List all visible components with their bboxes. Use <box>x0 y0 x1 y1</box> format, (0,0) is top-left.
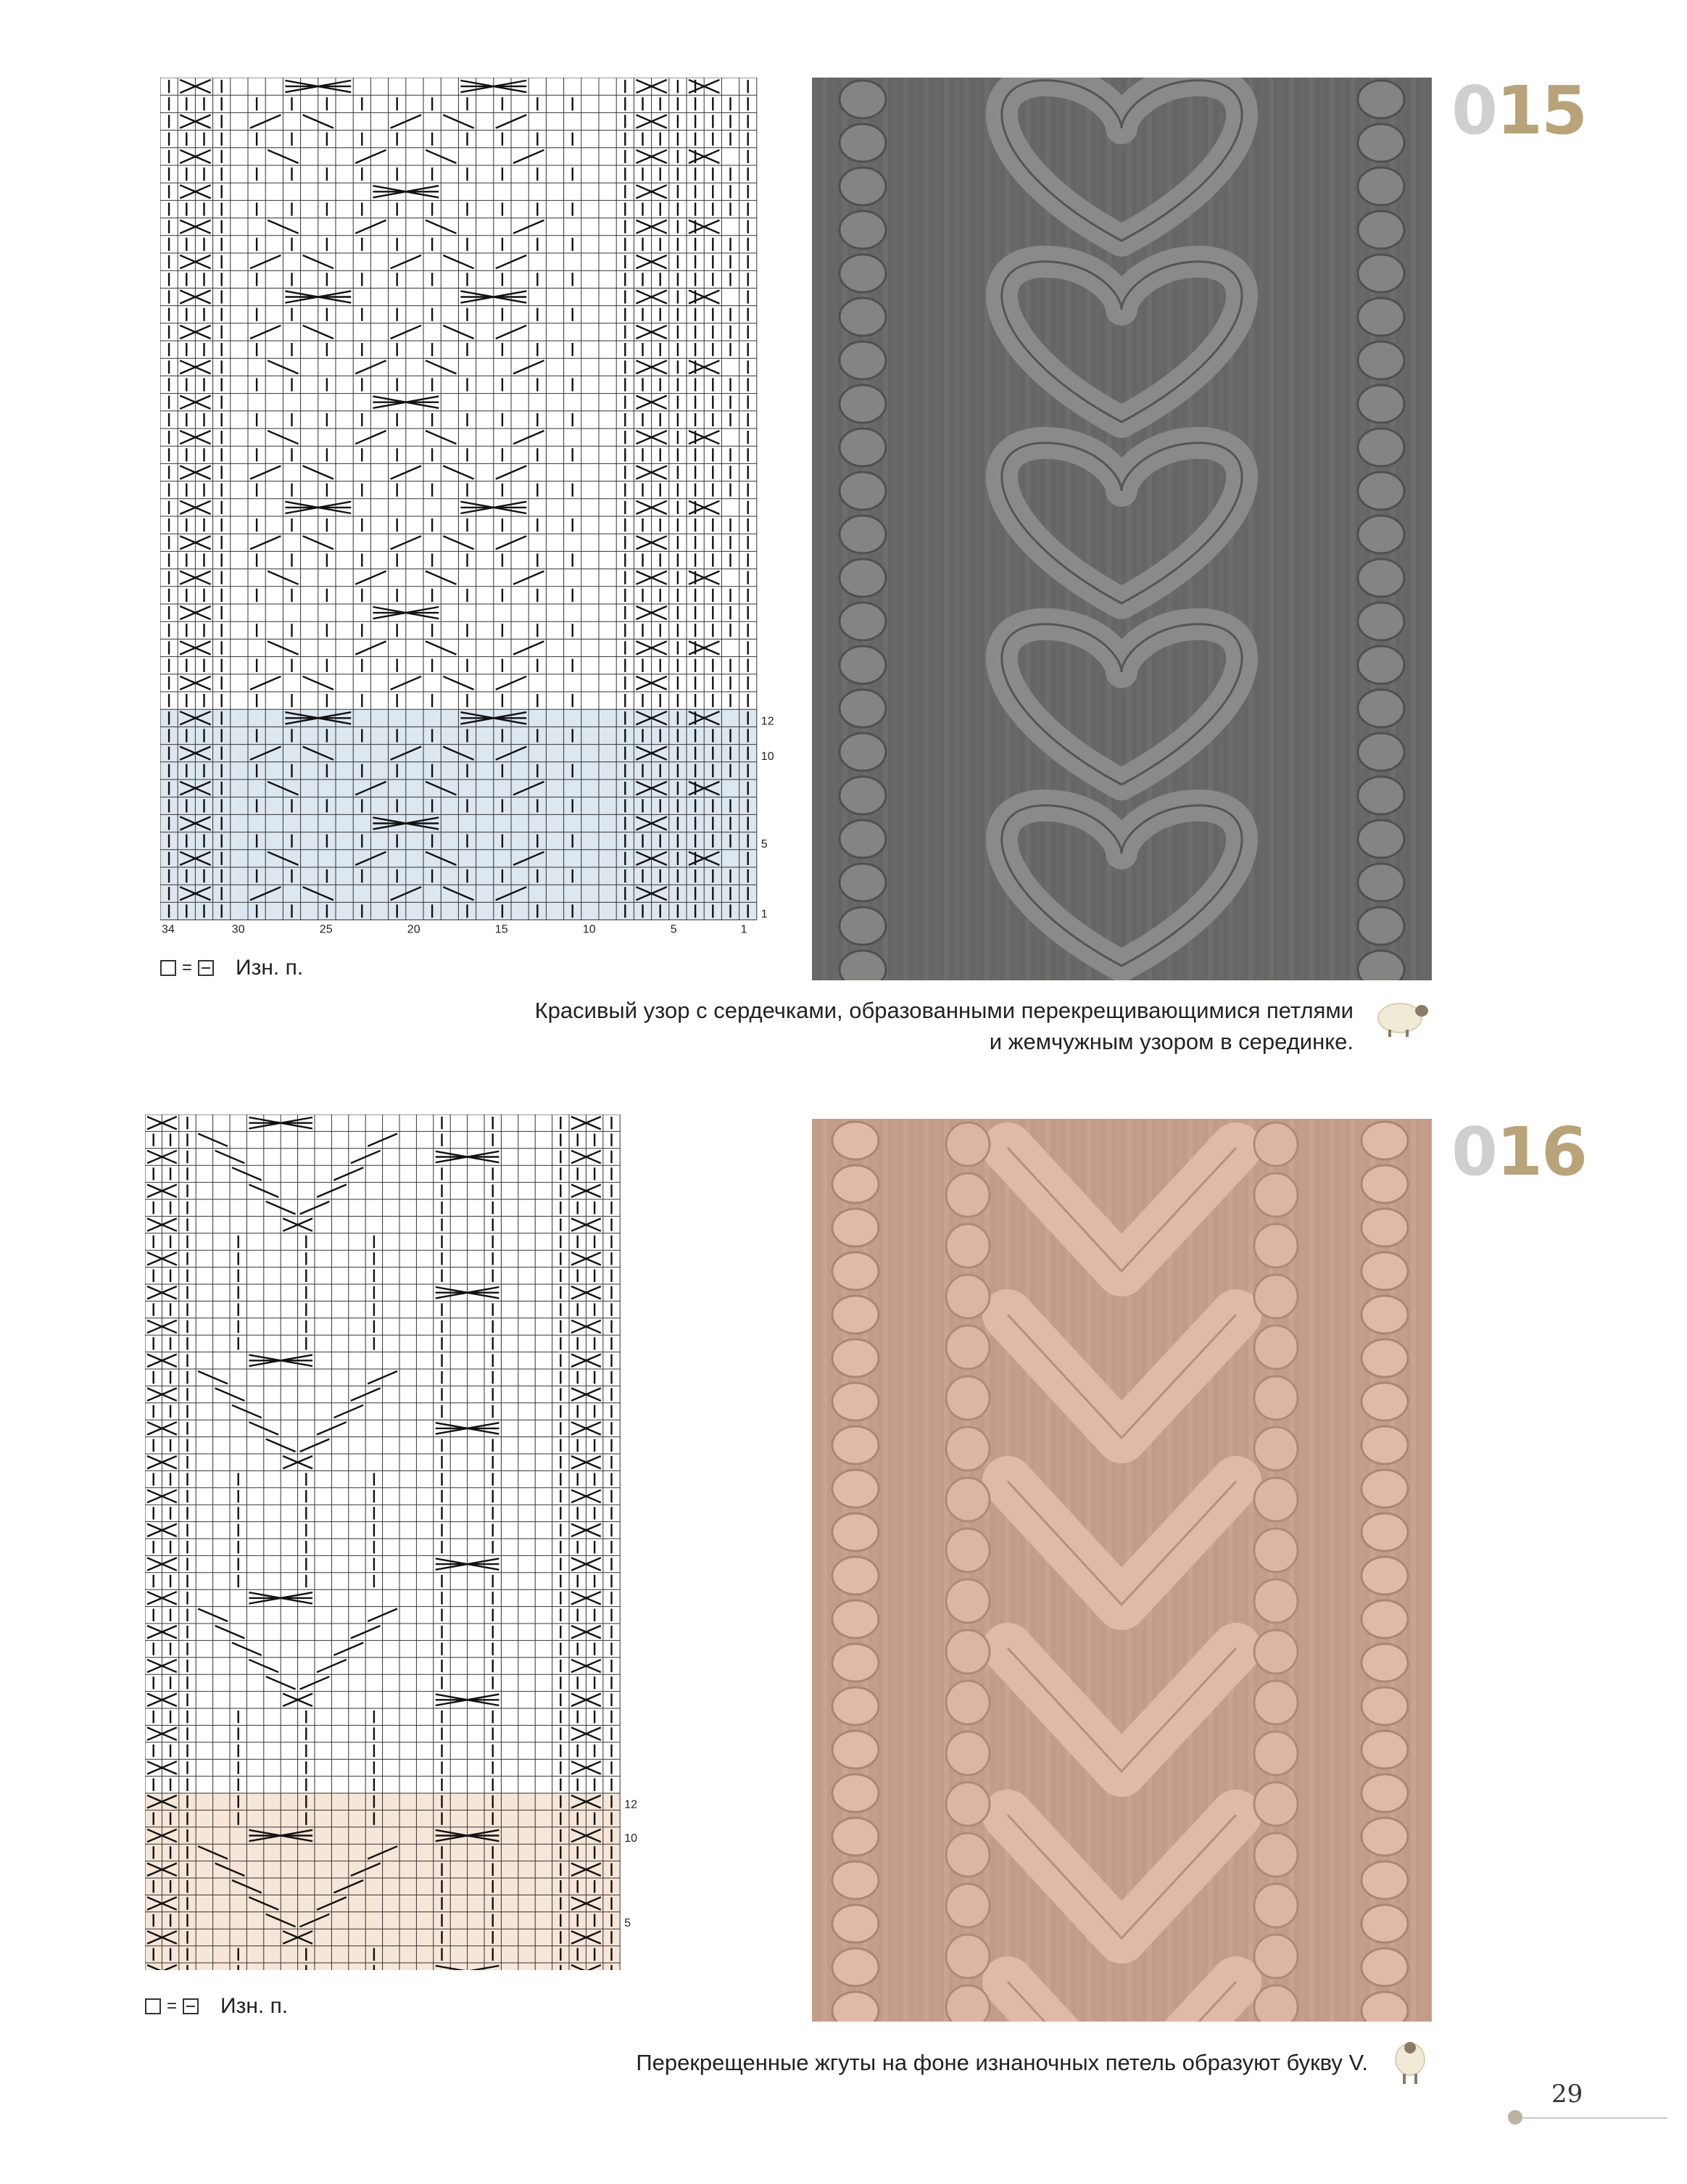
side-cable-twist <box>1358 124 1404 162</box>
inner-cable-twist <box>946 1173 990 1217</box>
side-cable-twist <box>1358 167 1404 205</box>
legend-label: Изн. п. <box>220 1994 289 2018</box>
side-cable-twist <box>832 1383 879 1420</box>
side-cable-twist <box>1361 1905 1408 1943</box>
side-cable-twist <box>1358 907 1404 945</box>
side-cable-twist <box>832 1774 879 1812</box>
side-cable-twist <box>1358 298 1404 336</box>
column-number: 34 <box>162 923 175 936</box>
inner-cable-twist <box>1254 1275 1298 1318</box>
inner-cable-twist <box>946 1630 990 1674</box>
side-cable-twist <box>832 1557 879 1594</box>
knit-stripe <box>1015 1119 1020 2022</box>
caption-line: Перекрещенные жгуты на фоне изнаночных петель образуют букву V. <box>636 2050 1368 2075</box>
knit-stripe <box>1319 78 1325 980</box>
side-cable-twist <box>1358 80 1404 118</box>
side-cable-twist <box>840 516 886 553</box>
side-cable-twist <box>1358 864 1404 901</box>
row-number: 12 <box>624 1798 637 1811</box>
row-number: 5 <box>624 1917 631 1930</box>
side-cable-twist <box>1361 1513 1408 1551</box>
knit-stripe <box>934 78 939 980</box>
side-cable-twist <box>840 298 886 336</box>
inner-cable-twist <box>1254 1478 1298 1521</box>
knit-stripe <box>1330 78 1335 980</box>
side-cable-twist <box>1361 1209 1408 1246</box>
knit-stripe <box>964 78 969 980</box>
side-cable-twist <box>840 80 886 118</box>
knit-stripe <box>893 78 898 980</box>
knit-stripe <box>944 78 949 980</box>
side-cable-twist <box>1358 820 1404 858</box>
knit-stripe <box>893 1119 898 2022</box>
knit-stripe <box>1045 78 1050 980</box>
side-cable-twist <box>840 342 886 379</box>
side-cable-twist <box>832 1470 879 1507</box>
inner-cable-twist <box>1254 1681 1298 1724</box>
knit-stripe <box>1005 1119 1010 2022</box>
yarn-ball-icon <box>1506 2109 1524 2130</box>
side-cable-twist <box>1361 1339 1408 1377</box>
purl-stitch-symbol <box>198 960 214 976</box>
knit-stripe <box>1025 1119 1030 2022</box>
legend-016 <box>145 1994 288 2019</box>
inner-cable-twist <box>1254 1833 1298 1877</box>
knit-stripe <box>1340 78 1345 980</box>
inner-cable-twist <box>1254 1122 1298 1166</box>
knit-stitch-symbol <box>160 960 176 976</box>
side-cable-twist <box>1358 342 1404 379</box>
side-cable-twist <box>840 777 886 814</box>
row-number: 1 <box>760 908 768 921</box>
caption-015 <box>535 995 1354 1057</box>
inner-cable-twist <box>946 1579 990 1623</box>
inner-cable-twist <box>1254 1173 1298 1217</box>
side-cable-twist <box>1361 1557 1408 1594</box>
knit-stripe <box>1279 78 1284 980</box>
side-cable-twist <box>832 1209 879 1246</box>
side-cable-twist <box>840 385 886 423</box>
side-cable-twist <box>1361 1426 1408 1464</box>
side-cable-twist <box>840 255 886 292</box>
pattern-number-lead: 0 <box>1451 72 1497 149</box>
knit-stripe <box>903 78 908 980</box>
knit-stripe <box>1238 1119 1243 2022</box>
chart-015 <box>160 78 784 948</box>
pattern-number-015 <box>1451 72 1587 149</box>
side-cable-twist <box>1361 1122 1408 1159</box>
knit-stripe <box>1350 78 1355 980</box>
side-cable-twist <box>1358 690 1404 727</box>
knit-stripe <box>1309 78 1314 980</box>
knit-stripe <box>1248 1119 1253 2022</box>
side-cable-twist <box>832 1731 879 1769</box>
side-cable-twist <box>1358 255 1404 292</box>
knit-stripe <box>1411 78 1416 980</box>
side-cable-twist <box>832 1165 879 1203</box>
inner-cable-twist <box>946 1427 990 1471</box>
chart-016 <box>145 1114 768 1970</box>
knit-stripe <box>924 1119 929 2022</box>
side-cable-twist <box>840 211 886 249</box>
column-number: 30 <box>231 923 245 936</box>
knit-stripe <box>1218 1119 1223 2022</box>
side-cable-twist <box>1361 1383 1408 1420</box>
knit-stripe <box>812 78 817 980</box>
side-cable-twist <box>1361 1774 1408 1812</box>
side-cable-twist <box>1361 1644 1408 1682</box>
knit-stripe <box>1350 1119 1355 2022</box>
side-cable-twist <box>1361 1948 1408 1986</box>
inner-cable-twist <box>946 1985 990 2022</box>
inner-cable-twist <box>946 1782 990 1826</box>
side-cable-twist <box>1361 1687 1408 1725</box>
side-cable-twist <box>832 1122 879 1159</box>
side-cable-twist <box>840 167 886 205</box>
sheep-icon <box>1392 2038 1428 2092</box>
side-cable-twist <box>1361 1470 1408 1507</box>
side-cable-twist <box>1361 1296 1408 1333</box>
side-cable-twist <box>832 1252 879 1290</box>
side-cable-twist <box>840 820 886 858</box>
knit-stripe <box>1421 1119 1426 2022</box>
side-cable-twist <box>1358 603 1404 640</box>
knit-stripe <box>822 1119 827 2022</box>
sheep-icon <box>1374 995 1432 1042</box>
knit-stripe <box>1421 78 1426 980</box>
pattern-number-tail: 15 <box>1496 72 1587 149</box>
side-cable-twist <box>840 907 886 945</box>
side-cable-twist <box>1358 559 1404 597</box>
side-cable-twist <box>832 1600 879 1638</box>
knit-stripe <box>1228 1119 1233 2022</box>
caption-line: Красивый узор с сердечками, образованными перекрещивающимися петлями <box>534 998 1354 1023</box>
side-cable-twist <box>1358 646 1404 684</box>
side-cable-twist <box>832 1948 879 1986</box>
inner-cable-twist <box>946 1376 990 1420</box>
pattern-number-tail: 16 <box>1496 1113 1587 1191</box>
inner-cable-twist <box>1254 1630 1298 1674</box>
side-cable-twist <box>832 1339 879 1377</box>
legend-label: Изн. п. <box>236 956 304 980</box>
knit-stripe <box>812 1119 817 2022</box>
inner-cable-twist <box>1254 1376 1298 1420</box>
inner-cable-twist <box>946 1325 990 1369</box>
column-number: 25 <box>319 923 333 936</box>
side-cable-twist <box>840 603 886 640</box>
side-cable-twist <box>1361 1252 1408 1290</box>
side-cable-twist <box>840 951 886 980</box>
legend-equals: = <box>167 1996 178 2016</box>
side-cable-twist <box>1358 777 1404 814</box>
inner-cable-twist <box>946 1275 990 1318</box>
side-cable-twist <box>1361 1992 1408 2022</box>
side-cable-twist <box>1358 385 1404 423</box>
inner-cable-twist <box>946 1529 990 1572</box>
side-cable-twist <box>1361 1600 1408 1638</box>
knit-stripe <box>913 1119 919 2022</box>
knit-stripe <box>1259 78 1264 980</box>
inner-cable-twist <box>946 1478 990 1521</box>
knit-stripe <box>1208 1119 1213 2022</box>
knit-stripe <box>995 1119 1000 2022</box>
knit-stripe <box>1431 1119 1432 2022</box>
knit-stripe <box>934 1119 939 2022</box>
knit-stripe <box>1340 1119 1345 2022</box>
inner-cable-twist <box>1254 1224 1298 1267</box>
knit-stripe <box>924 78 929 980</box>
caption-016 <box>636 2047 1368 2078</box>
inner-cable-twist <box>1254 1782 1298 1826</box>
side-cable-twist <box>1361 1861 1408 1899</box>
knit-stripe <box>954 78 959 980</box>
side-cable-twist <box>1358 429 1404 466</box>
knit-stripe <box>1289 78 1294 980</box>
knit-stripe <box>1309 1119 1314 2022</box>
knit-stripe <box>883 1119 888 2022</box>
knit-stripe <box>903 1119 908 2022</box>
legend-015 <box>160 956 303 980</box>
inner-cable-twist <box>1254 1732 1298 1775</box>
knit-stripe <box>1411 1119 1416 2022</box>
column-number: 15 <box>494 923 508 936</box>
knit-stripe <box>974 78 979 980</box>
inner-cable-twist <box>1254 1529 1298 1572</box>
side-cable-twist <box>1361 1818 1408 1856</box>
photo-015-knit-sample <box>812 78 1432 980</box>
side-cable-twist <box>840 429 886 466</box>
knit-stripe <box>913 78 919 980</box>
inner-cable-twist <box>946 1884 990 1927</box>
inner-cable-twist <box>1254 1935 1298 1978</box>
caption-line: и жемчужным узором в серединке. <box>989 1029 1354 1054</box>
knit-stripe <box>1299 78 1304 980</box>
column-number: 20 <box>407 923 420 936</box>
side-cable-twist <box>1358 516 1404 553</box>
side-cable-twist <box>832 1426 879 1464</box>
page-number: 29 <box>1551 2080 1583 2109</box>
column-number: 1 <box>740 923 747 936</box>
inner-cable-twist <box>946 1732 990 1775</box>
knit-stripe <box>1330 1119 1335 2022</box>
side-cable-twist <box>832 1861 879 1899</box>
inner-cable-twist <box>1254 1427 1298 1471</box>
inner-cable-twist <box>1254 1579 1298 1623</box>
side-cable-twist <box>840 733 886 771</box>
knit-stripe <box>1269 78 1274 980</box>
knit-stripe <box>1299 1119 1304 2022</box>
side-cable-twist <box>832 1818 879 1856</box>
side-cable-twist <box>1361 1165 1408 1203</box>
side-cable-twist <box>1358 733 1404 771</box>
side-cable-twist <box>1358 211 1404 249</box>
side-cable-twist <box>832 1992 879 2022</box>
inner-cable-twist <box>946 1122 990 1166</box>
inner-cable-twist <box>946 1224 990 1267</box>
inner-cable-twist <box>1254 1884 1298 1927</box>
inner-cable-twist <box>1254 1985 1298 2022</box>
knit-stripe <box>1319 1119 1325 2022</box>
side-cable-twist <box>840 559 886 597</box>
knit-stripe <box>822 78 827 980</box>
knit-stripe <box>1431 78 1432 980</box>
inner-cable-twist <box>946 1681 990 1724</box>
row-number: 10 <box>760 750 774 763</box>
side-cable-twist <box>832 1687 879 1725</box>
side-cable-twist <box>1361 1731 1408 1769</box>
legend-equals: = <box>182 958 193 977</box>
side-cable-twist <box>840 124 886 162</box>
side-cable-twist <box>832 1644 879 1682</box>
row-number: 10 <box>624 1832 637 1845</box>
purl-stitch-symbol <box>183 1998 199 2014</box>
row-number: 12 <box>760 715 774 728</box>
inner-cable-twist <box>946 1833 990 1877</box>
side-cable-twist <box>832 1905 879 1943</box>
photo-016-knit-sample <box>812 1119 1432 2022</box>
side-cable-twist <box>1358 472 1404 510</box>
inner-cable-twist <box>1254 1325 1298 1369</box>
column-number: 10 <box>582 923 596 936</box>
side-cable-twist <box>840 864 886 901</box>
side-cable-twist <box>840 690 886 727</box>
side-cable-twist <box>832 1513 879 1551</box>
column-number: 5 <box>670 923 677 936</box>
inner-cable-twist <box>946 1935 990 1978</box>
side-cable-twist <box>1358 951 1404 980</box>
side-cable-twist <box>840 646 886 684</box>
side-cable-twist <box>840 472 886 510</box>
side-cable-twist <box>832 1296 879 1333</box>
pattern-number-016 <box>1451 1113 1587 1191</box>
knit-stripe <box>832 78 837 980</box>
pattern-number-lead: 0 <box>1451 1113 1497 1191</box>
knit-stitch-symbol <box>145 1998 161 2014</box>
folio-rule <box>1512 2117 1667 2119</box>
row-number: 5 <box>760 837 768 851</box>
